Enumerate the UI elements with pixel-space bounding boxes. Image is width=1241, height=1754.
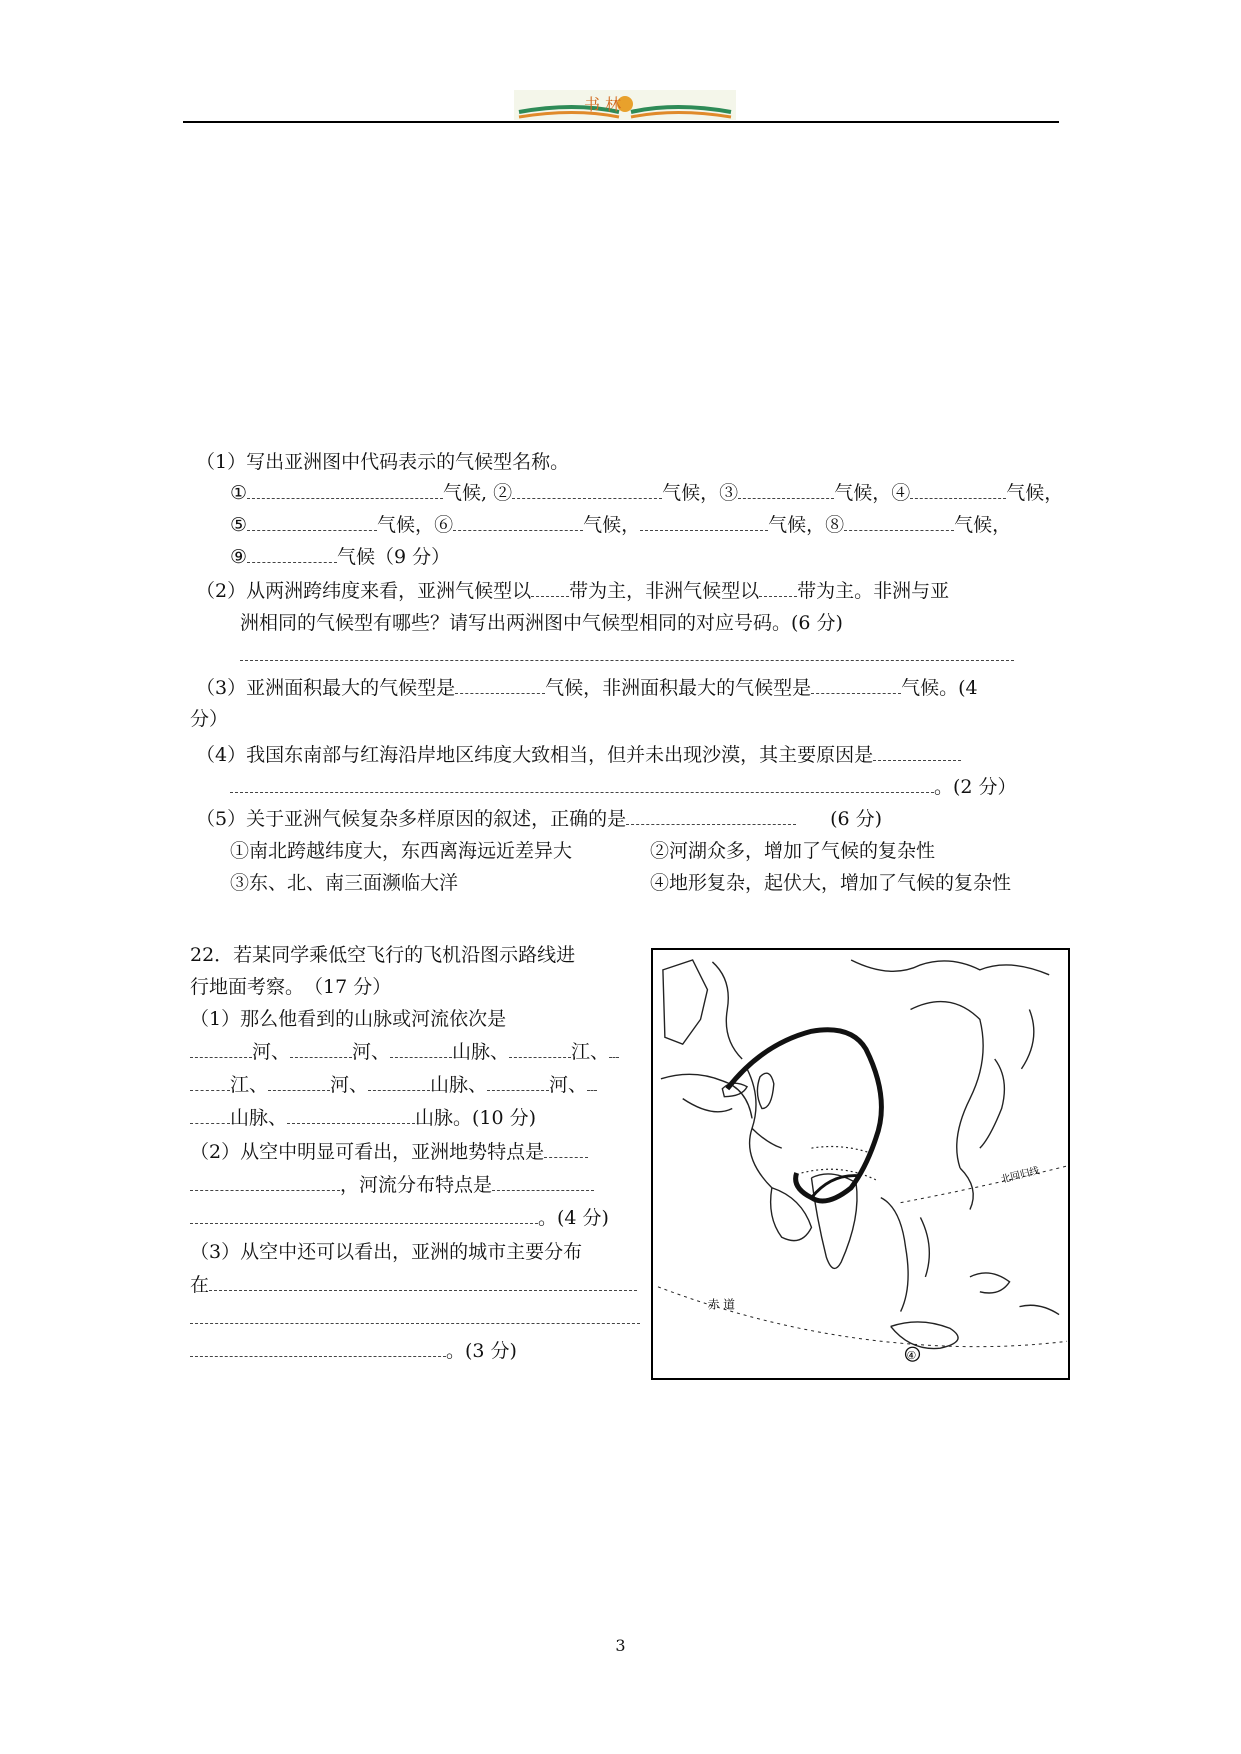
- asia-route-map: [651, 948, 1070, 1380]
- q22-part3-line1: （3）从空中还可以看出，亚洲的城市主要分布: [190, 1241, 583, 1263]
- q21-part1-row2: ⑤ 气候，⑥ 气候， 气候，⑧ 气候，: [230, 514, 1012, 536]
- q22-part1-title: （1）那么他看到的山脉或河流依次是: [190, 1008, 507, 1030]
- q22-stem-line1: 22．若某同学乘低空飞行的飞机沿图示路线进: [190, 944, 576, 966]
- svg-text:书 林: 书 林: [584, 95, 622, 114]
- q21-part3-line1: （3）亚洲面积最大的气候型是 气候，非洲面积最大的气候型是 气候。(4: [196, 677, 978, 699]
- header-rule: [183, 121, 1059, 123]
- q22-part2-line2: ，河流分布特点是: [190, 1173, 594, 1197]
- q22-part2-line3: 。(4 分): [190, 1206, 609, 1230]
- q21-part2-line2: 洲相同的气候型有哪些？请写出两洲图中气候型相同的对应号码。(6 分): [240, 612, 843, 634]
- q22-part1-row3: 山脉、 山脉。(10 分): [190, 1106, 536, 1130]
- q21-part1-row1: ① 气候, ② 气候，③ 气候，④ 气候，: [230, 482, 1064, 504]
- svg-text:北回归线: 北回归线: [999, 1165, 1041, 1186]
- q22-part1-row1: 河、 河、 山脉、 江、: [190, 1040, 619, 1064]
- q21-part2-answer: [240, 643, 1014, 667]
- q21-part4-line2: 。(2 分）: [230, 775, 1017, 799]
- svg-text:赤 道: 赤 道: [707, 1297, 736, 1312]
- q22-part2-line1: （2）从空中明显可看出，亚洲地势特点是: [190, 1140, 588, 1164]
- q21-part2-line1: （2）从两洲跨纬度来看，亚洲气候型以 带为主，非洲气候型以 带为主。非洲与亚: [196, 580, 950, 602]
- svg-text:④: ④: [906, 1349, 917, 1363]
- q21-option-2: ②河湖众多，增加了气候的复杂性: [650, 840, 936, 862]
- q22-part3-line2: 在: [190, 1273, 637, 1297]
- q21-part1-row3: ⑨ 气候（9 分）: [230, 546, 451, 568]
- q21-option-1: ①南北跨越纬度大，东西离海远近差异大: [230, 840, 573, 862]
- q21-option-4: ④地形复杂，起伏大，增加了气候的复杂性: [650, 872, 1012, 894]
- q21-option-3: ③东、北、南三面濒临大洋: [230, 872, 459, 894]
- q22-part3-line4: 。(3 分): [190, 1339, 517, 1363]
- page-number: 3: [615, 1636, 626, 1655]
- q21-part3-line2: 分）: [190, 708, 229, 730]
- q22-stem-line2: 行地面考察。 （17 分）: [190, 976, 392, 998]
- q22-part1-row2: 江、 河、 山脉、 河、: [190, 1073, 597, 1097]
- q21-part4-line1: （4）我国东南部与红海沿岸地区纬度大致相当，但并未出现沙漠，其主要原因是: [196, 743, 961, 767]
- q21-part1-title: （1）写出亚洲图中代码表示的气候型名称。: [196, 451, 570, 473]
- logo-image: [514, 90, 736, 120]
- q22-part3-line3: [190, 1306, 640, 1330]
- q21-part5-line1: （5）关于亚洲气候复杂多样原因的叙述，正确的是 (6 分): [196, 808, 883, 830]
